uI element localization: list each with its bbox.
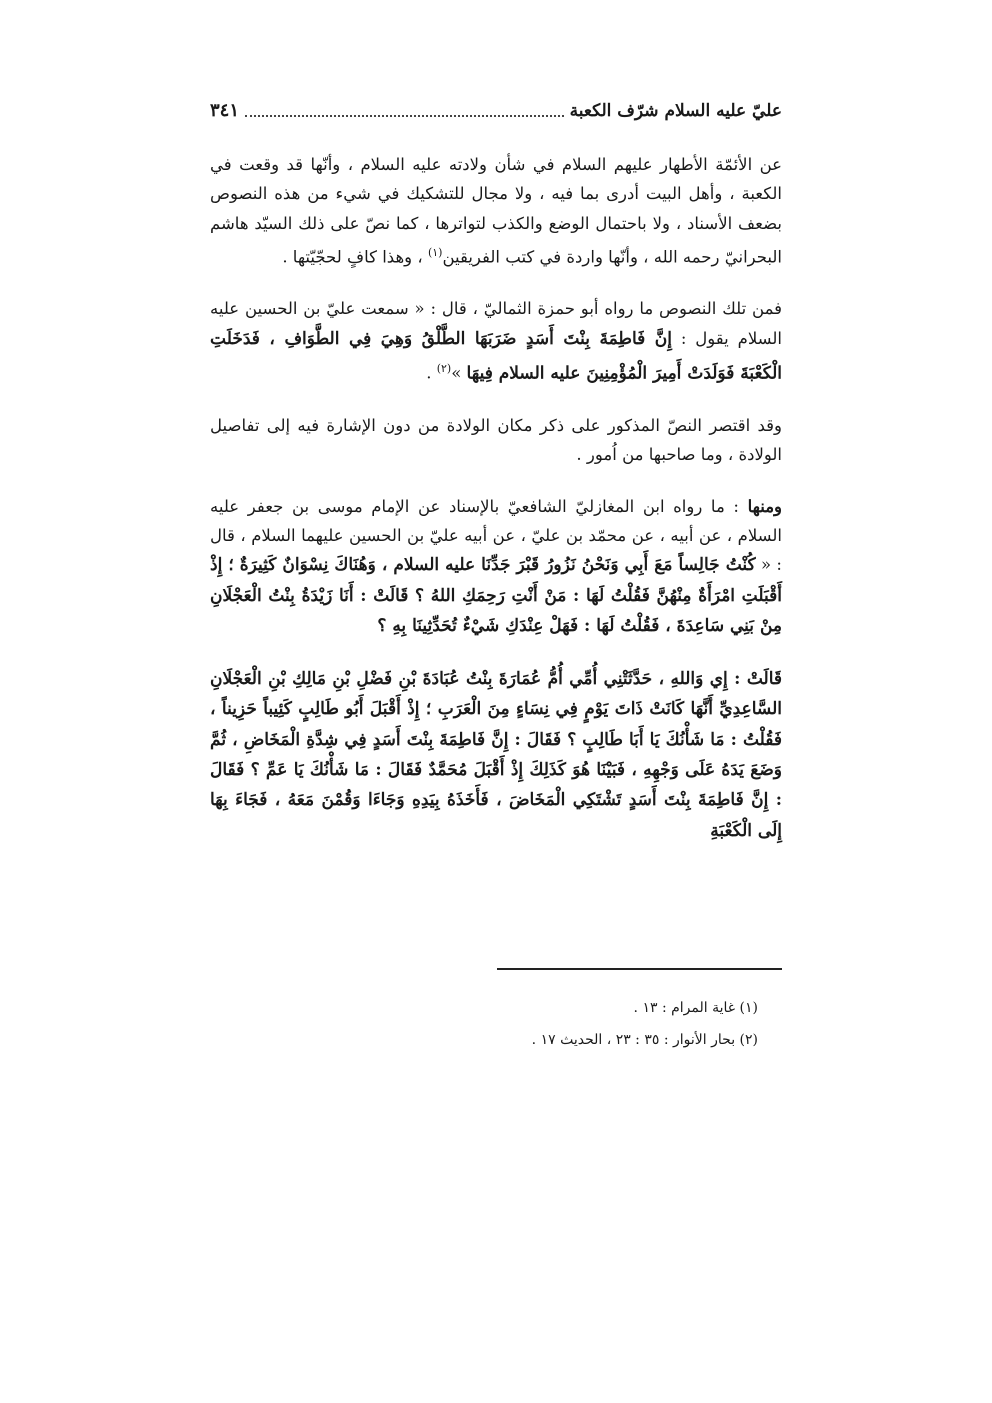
dotted-leader <box>245 115 564 117</box>
paragraph-2-tail: . <box>426 363 437 383</box>
footnote-ref-1[interactable]: (١) <box>427 246 443 260</box>
quote-close-1: » <box>451 363 467 383</box>
paragraph-1-text: عن الأئمّة الأطهار عليهم السلام في شأن ولادته عليه السلام ، وأنّها قد وقعت في الكعبة ، وأهل البيت أدرى بما فيه ، ولا مجال للتشكيك في شيء من هذه النصوص بضعف الأسناد ، ولا باحتمال الوضع والكذب لتواترها ، كما نصّ على ذلك السيّد هاشم البحرانيّ رحمه الله ، وأنّها واردة في كتب الفريقين <box>210 155 782 267</box>
paragraph-1 <box>210 150 782 272</box>
paragraph-4-lead: ومنها <box>747 496 782 516</box>
paragraph-3-text: وقد اقتصر النصّ المذكور على ذكر مكان الولادة من دون الإشارة فيه إلى تفاصيل الولادة ، وما صاحبها من اُمور . <box>210 415 782 465</box>
header-title: عليّ عليه السلام شرّف الكعبة <box>569 100 782 121</box>
paragraph-4-text: : ما رواه ابن المغازليّ الشافعيّ بالإسناد عن الإمام موسى بن جعفر عليه السلام ، عن أبيه ، عن محمّد بن عليّ ، عن أبيه عليّ بن الحسين عليهما السلام ، قال : « <box>210 496 782 575</box>
footnote-ref-2[interactable]: (٢) <box>436 361 452 375</box>
footnote-separator <box>497 968 782 970</box>
hadith-quote-1: إِنَّ فَاطِمَةَ بِنْتَ أَسَدٍ ضَرَبَهَا الطَّلْقُ وَهِيَ فِي الطَّوَافِ ، فَدَخَلَتِ الْكَعْبَةَ فَوَلَدَتْ أَمِيرَ الْمُؤْمِنِينَ عليه السلام فِيهَا <box>210 328 782 384</box>
paragraph-2-text: فمن تلك النصوص ما رواه أبو حمزة الثماليّ ، قال : « سمعت عليّ بن الحسين عليه السلام يقول : <box>210 299 782 348</box>
paragraph-2 <box>210 294 782 389</box>
paragraph-5 <box>210 664 782 846</box>
paragraph-3 <box>210 411 782 470</box>
hadith-quote-2: كُنْتُ جَالِساً مَعَ أَبِي وَنَحْنُ نَزُورُ قَبْرَ جَدِّنَا عليه السلام ، وَهُنَاكَ نِسْوَانٌ كَثِيرَةٌ ؛ إِذْ أَقْبَلَتِ امْرَأَةٌ مِنْهُنَّ فَقُلْتُ لَهَا : مَنْ أَنْتِ رَحِمَكِ اللهُ ؟ قَالَتْ : أَنَا زَيْدَةُ بِنْتُ الْعَجْلَانِ مِنْ بَنِي سَاعِدَةَ ، فَقُلْتُ لَهَا : فَهَلْ عِنْدَكِ شَيْءٌ تُحَدِّثِينَا بِهِ ؟ <box>210 555 782 637</box>
body-text <box>210 150 782 868</box>
hadith-quote-3: قَالَتْ : إِي وَاللهِ ، حَدَّثَتْنِي أُمِّي أُمُّ عُمَارَةَ بِنْتُ عُبَادَةَ بْنِ فَضْلِ بْنِ مَالِكِ بْنِ الْعَجْلَانِ السَّاعِدِيِّ أَنَّهَا كَانَتْ ذَاتَ يَوْمٍ فِي نِسَاءٍ مِنَ الْعَرَبِ ؛ إِذْ أَقْبَلَ أَبُو طَالِبٍ كَئِيباً حَزِيناً ، فَقُلْتُ : مَا شَأْنُكَ يَا أَبَا طَالِبٍ ؟ فَقَالَ : إِنَّ فَاطِمَةَ بِنْتَ أَسَدٍ فِي شِدَّةِ الْمَخَاضِ ، ثُمَّ وَضَعَ يَدَهُ عَلَى وَجْهِهِ ، فَبَيْنَا هُوَ كَذَلِكَ إِذْ أَقْبَلَ مُحَمَّدٌ فَقَالَ : مَا شَأْنُكَ يَا عَمِّ ؟ فَقَالَ : إِنَّ فَاطِمَةَ بِنْتَ أَسَدٍ تَشْتَكِي الْمَخَاضَ ، فَأَخَذَهُ بِيَدِهِ وَجَاءَا وَقُمْنَ مَعَهُ ، فَجَاءَ بِهَا إِلَى الْكَعْبَةِ <box>210 668 782 841</box>
paragraph-4 <box>210 492 782 642</box>
footnotes <box>210 992 782 1056</box>
footnote-2: (٢) بحار الأنوار : ٣٥ : ٢٣ ، الحديث ١٧ . <box>531 1032 758 1048</box>
page-number: ٣٤١ <box>210 100 240 121</box>
footnote-1: (١) غاية المرام : ١٣ . <box>633 1000 758 1016</box>
running-header <box>210 100 782 121</box>
paragraph-1-end: ، وهذا كافٍ لحجّيّتها . <box>282 247 428 267</box>
